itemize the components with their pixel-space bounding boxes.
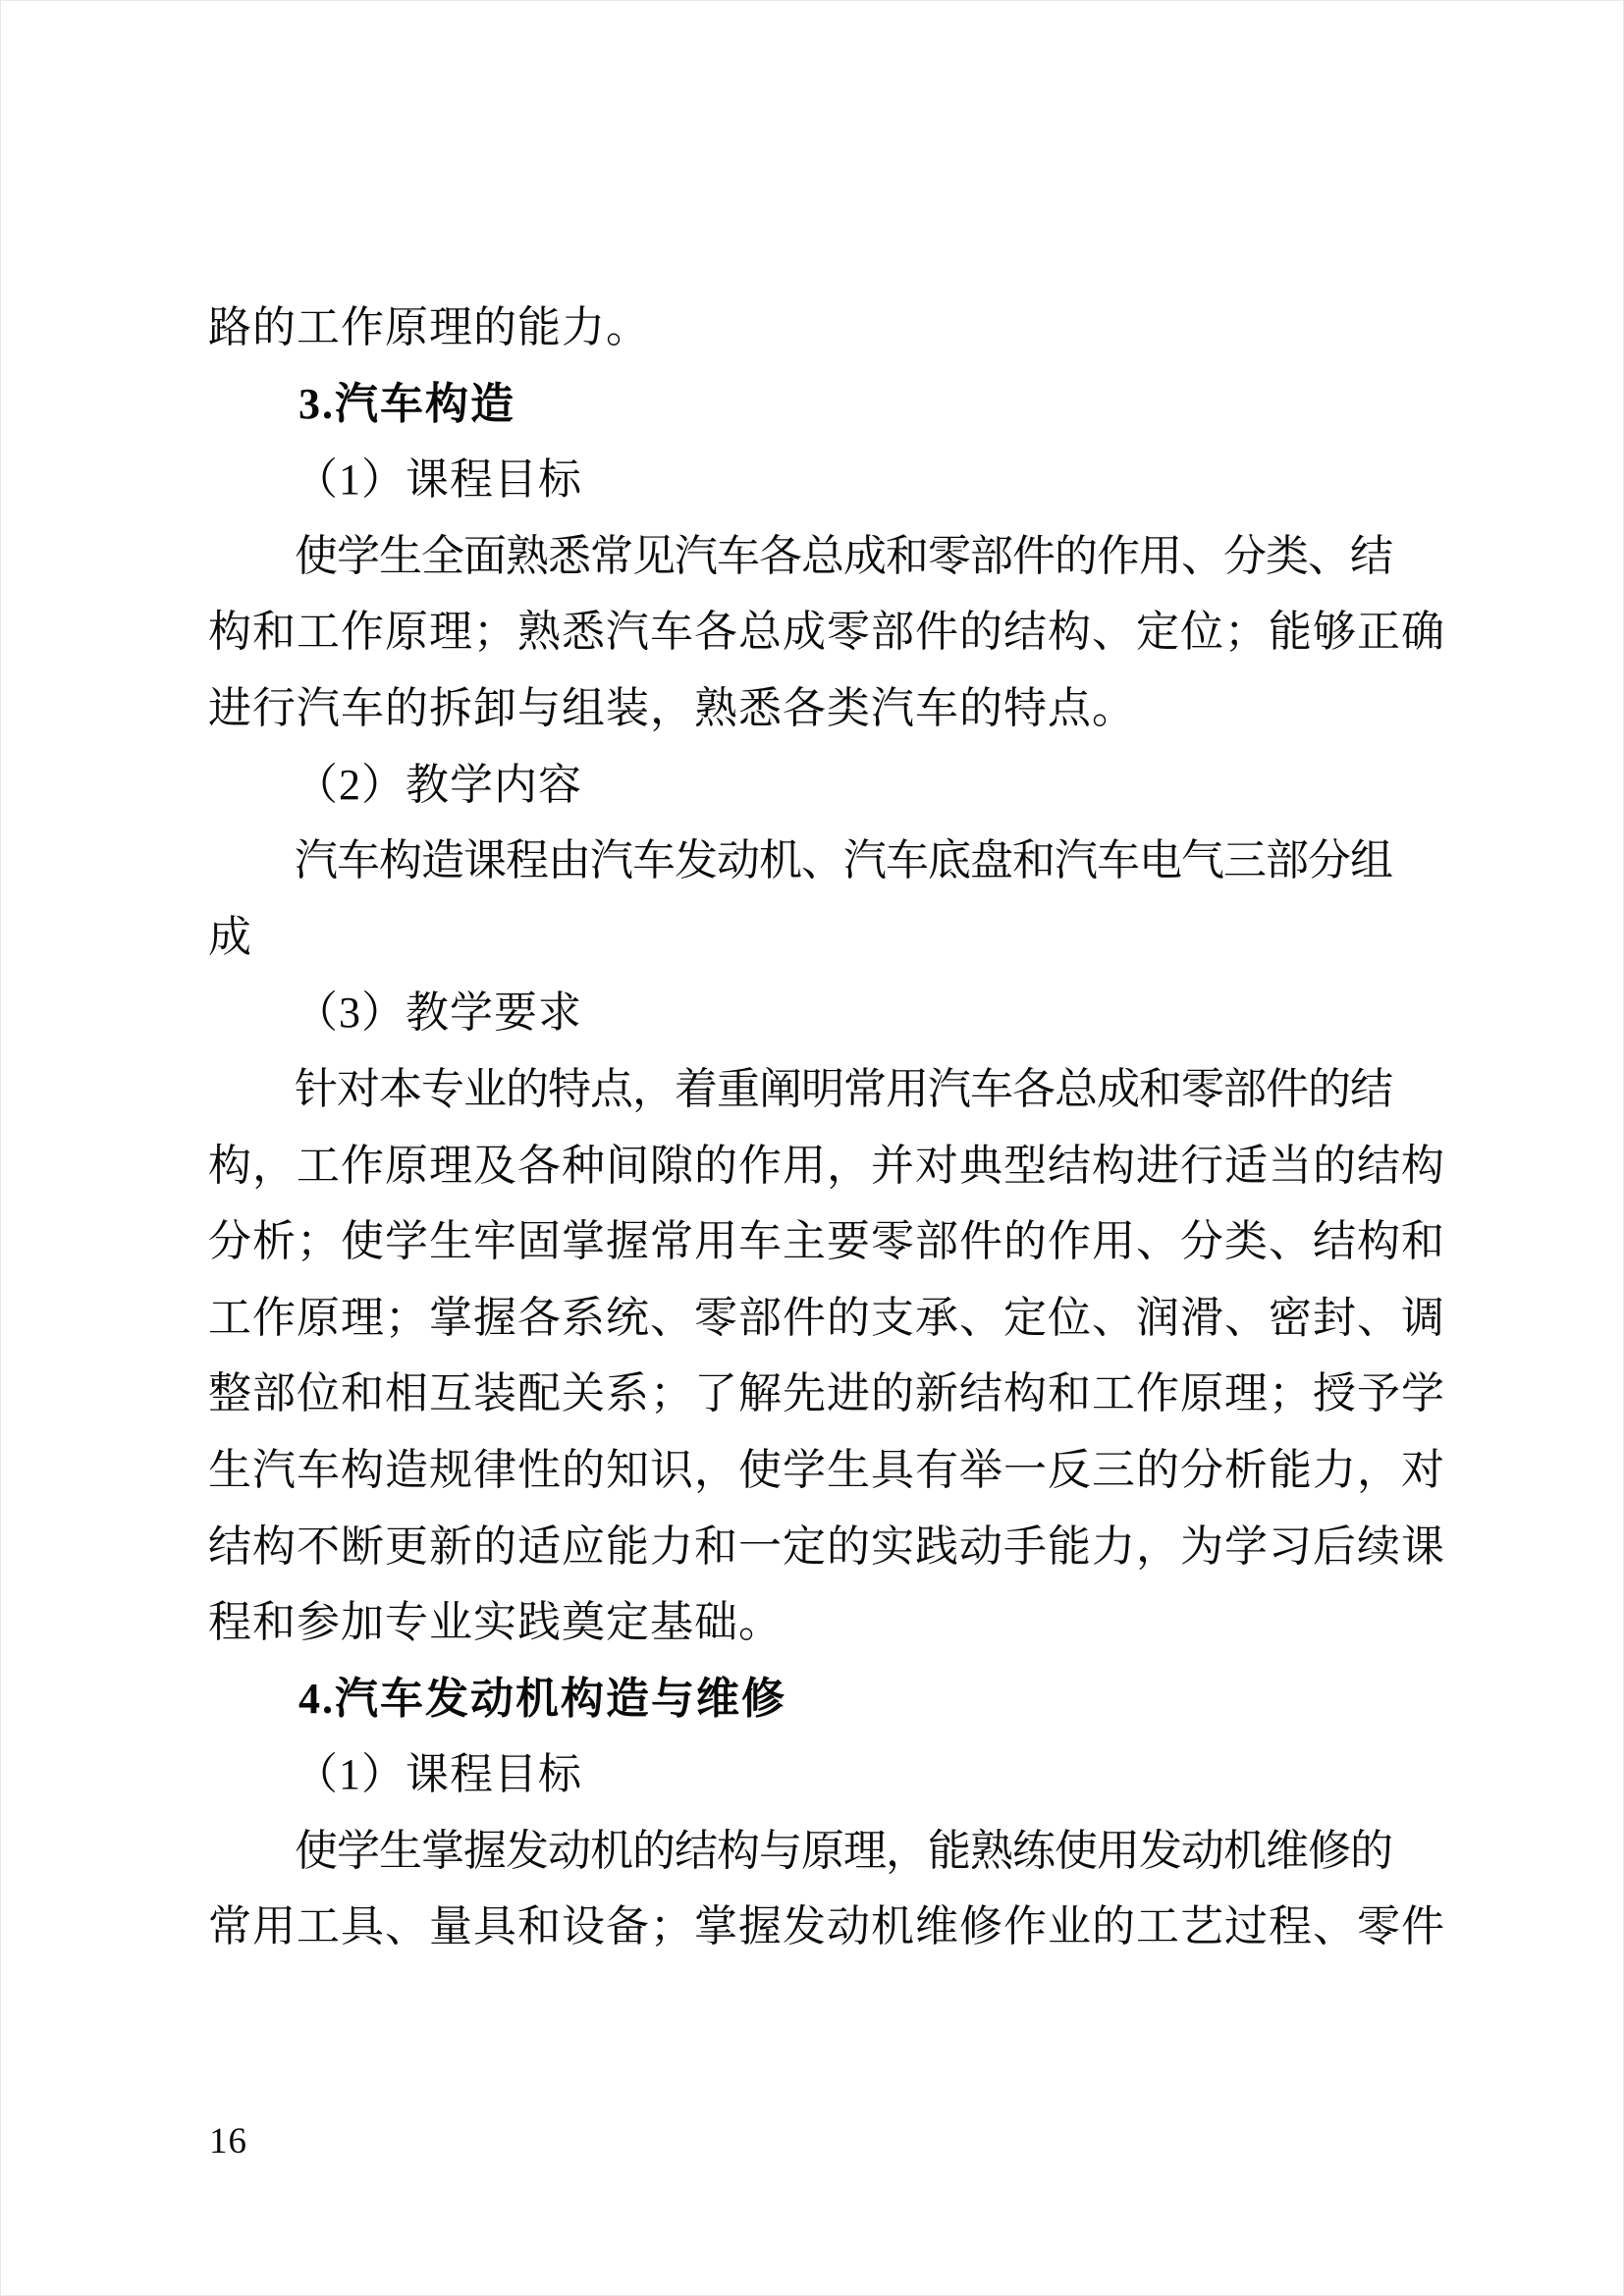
body-line: 构，工作原理及各种间隙的作用，并对典型结构进行适当的结构 <box>208 1141 1445 1190</box>
body-line: 工作原理；掌握各系统、零部件的支承、定位、润滑、密封、调 <box>208 1293 1445 1342</box>
subheading-1-course-goal: （1）课程目标 <box>295 1750 582 1799</box>
body-line: 常用工具、量具和设备；掌握发动机维修作业的工艺过程、零件 <box>208 1902 1445 1951</box>
body-line: 成 <box>208 912 252 961</box>
section-heading-3: 3.汽车构造 <box>298 379 515 428</box>
paragraph-first-line: 汽车构造课程由汽车发动机、汽车底盘和汽车电气三部分组 <box>295 836 1392 885</box>
body-line: 整部位和相互装配关系；了解先进的新结构和工作原理；授予学 <box>208 1369 1445 1418</box>
body-line: 生汽车构造规律性的知识，使学生具有举一反三的分析能力，对 <box>208 1445 1445 1494</box>
section-heading-4: 4.汽车发动机构造与维修 <box>298 1674 786 1723</box>
paragraph-first-line: 使学生全面熟悉常见汽车各总成和零部件的作用、分类、结 <box>295 531 1392 580</box>
page-number: 16 <box>209 2121 247 2162</box>
body-line: 构和工作原理；熟悉汽车各总成零部件的结构、定位；能够正确 <box>208 608 1445 657</box>
body-line: 进行汽车的拆卸与组装，熟悉各类汽车的特点。 <box>208 683 1136 732</box>
body-line: 分析；使学生牢固掌握常用车主要零部件的作用、分类、结构和 <box>208 1217 1445 1266</box>
body-line: 路的工作原理的能力。 <box>208 303 650 351</box>
paragraph-first-line: 针对本专业的特点，着重阐明常用汽车各总成和零部件的结 <box>295 1064 1392 1113</box>
body-line: 程和参加专业实践奠定基础。 <box>208 1598 783 1647</box>
body-line: 结构不断更新的适应能力和一定的实践动手能力，为学习后续课 <box>208 1522 1445 1571</box>
subheading-2-teaching-content: （2）教学内容 <box>295 760 582 809</box>
document-text-block <box>208 290 1445 1965</box>
subheading-1-course-goal: （1）课程目标 <box>295 455 582 505</box>
subheading-3-teaching-requirements: （3）教学要求 <box>295 988 582 1038</box>
paragraph-first-line: 使学生掌握发动机的结构与原理，能熟练使用发动机维修的 <box>295 1826 1392 1875</box>
